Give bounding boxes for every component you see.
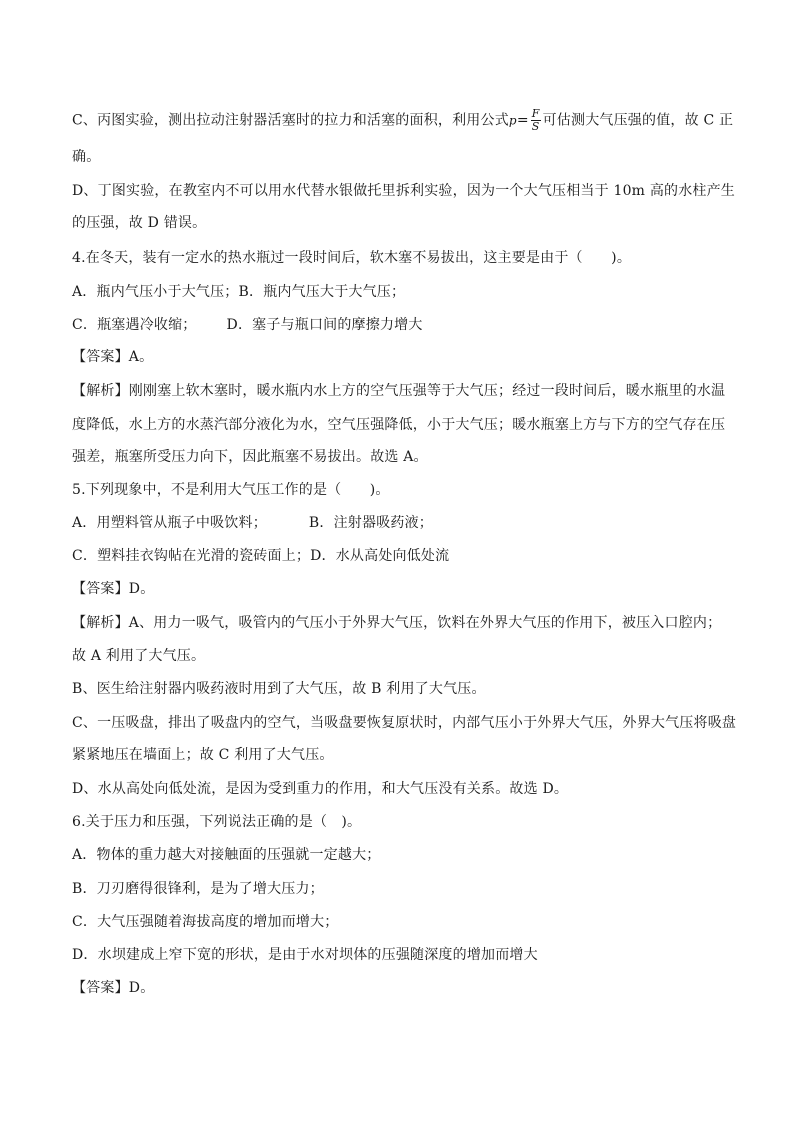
q4-explanation-line2: 度降低，水上方的水蒸汽部分液化为水，空气压强降低，小于大气压；暖水瓶塞上方与下方的空气存在压 [72, 417, 726, 433]
q5-options-ab [72, 514, 732, 532]
q6-option-d: D．水坝建成上窄下宽的形状，是由于水对坝体的压强随深度的增加而增大 [72, 947, 538, 963]
q6-answer: 【答案】D。 [72, 980, 155, 996]
q5-explanation-a-line2: 故 A 利用了大气压。 [72, 648, 206, 664]
q4-answer: 【答案】A。 [72, 349, 154, 365]
q5-explanation-c-line2: 紧紧地压在墙面上；故 C 利用了大气压。 [72, 747, 334, 763]
formula-fraction [531, 108, 541, 133]
q5-option-a: A．用塑料管从瓶子中吸饮料； [72, 515, 267, 531]
q4-explanation-line3: 强差，瓶塞所受压力向下，因此瓶塞不易拔出。故选 A。 [72, 449, 428, 465]
q3-option-d-line1: D、丁图实验，在教室内不可以用水代替水银做托里拆利实验，因为一个大气压相当于 10m 高的水柱产生 [72, 183, 736, 199]
q3-option-c-text-before: C、丙图实验，测出拉动注射器活塞时的拉力和活塞的面积，利用公式 [72, 112, 509, 129]
q3-option-d-line2: 的压强，故 D 错误。 [72, 215, 207, 231]
q4-options-ab: A．瓶内气压小于大气压；B．瓶内气压大于大气压； [72, 284, 406, 300]
q6-option-c: C．大气压强随着海拔高度的增加而增大； [72, 914, 339, 930]
q3-option-c-line1 [72, 108, 732, 133]
q4-options-cd [72, 316, 732, 334]
q5-explanation-c-line1: C、一压吸盘，排出了吸盘内的空气，当吸盘要恢复原状时，内部气压小于外界大气压，外界大气压将吸盘 [72, 715, 737, 731]
formula-numerator: F [531, 107, 540, 120]
q6-stem: 6.关于压力和压强，下列说法正确的是（ )。 [72, 814, 362, 830]
q4-option-d: D．塞子与瓶口间的摩擦力增大 [226, 317, 423, 333]
q5-answer: 【答案】D。 [72, 581, 155, 597]
q6-option-a: A．物体的重力越大对接触面的压强就一定越大； [72, 847, 381, 863]
q5-explanation-a-line1: 【解析】A、用力一吸气，吸管内的气压小于外界大气压，饮料在外界大气压的作用下，被压入口腔内； [72, 615, 722, 631]
q4-explanation-line1: 【解析】刚刚塞上软木塞时，暖水瓶内水上方的空气压强等于大气压；经过一段时间后，暖水瓶里的水温 [72, 383, 726, 399]
q5-option-b: B．注射器吸药液； [308, 515, 434, 531]
q5-explanation-b: B、医生给注射器内吸药液时用到了大气压，故 B 利用了大气压。 [72, 681, 486, 697]
q5-options-cd: C．塑料挂衣钩帖在光滑的瓷砖面上；D．水从高处向低处流 [72, 548, 450, 564]
formula-pressure-var: p [508, 113, 517, 128]
q5-explanation-d: D、水从高处向低处流，是因为受到重力的作用，和大气压没有关系。故选 D。 [72, 781, 569, 797]
q6-option-b: B．刀刃磨得很锋利，是为了增大压力； [72, 881, 324, 897]
q3-option-c-line2: 确。 [72, 149, 101, 165]
formula-equals: = [516, 112, 529, 129]
q4-option-c: C．瓶塞遇冷收缩； [72, 317, 197, 333]
q5-stem: 5.下列现象中，不是利用大气压工作的是（ )。 [72, 482, 390, 498]
formula-denominator: S [531, 120, 540, 133]
q4-stem: 4.在冬天，装有一定水的热水瓶过一段时间后，软木塞不易拔出，这主要是由于（ )。 [72, 250, 632, 266]
q3-option-c-text-after: 可估测大气压强的值，故 C 正 [542, 112, 734, 129]
